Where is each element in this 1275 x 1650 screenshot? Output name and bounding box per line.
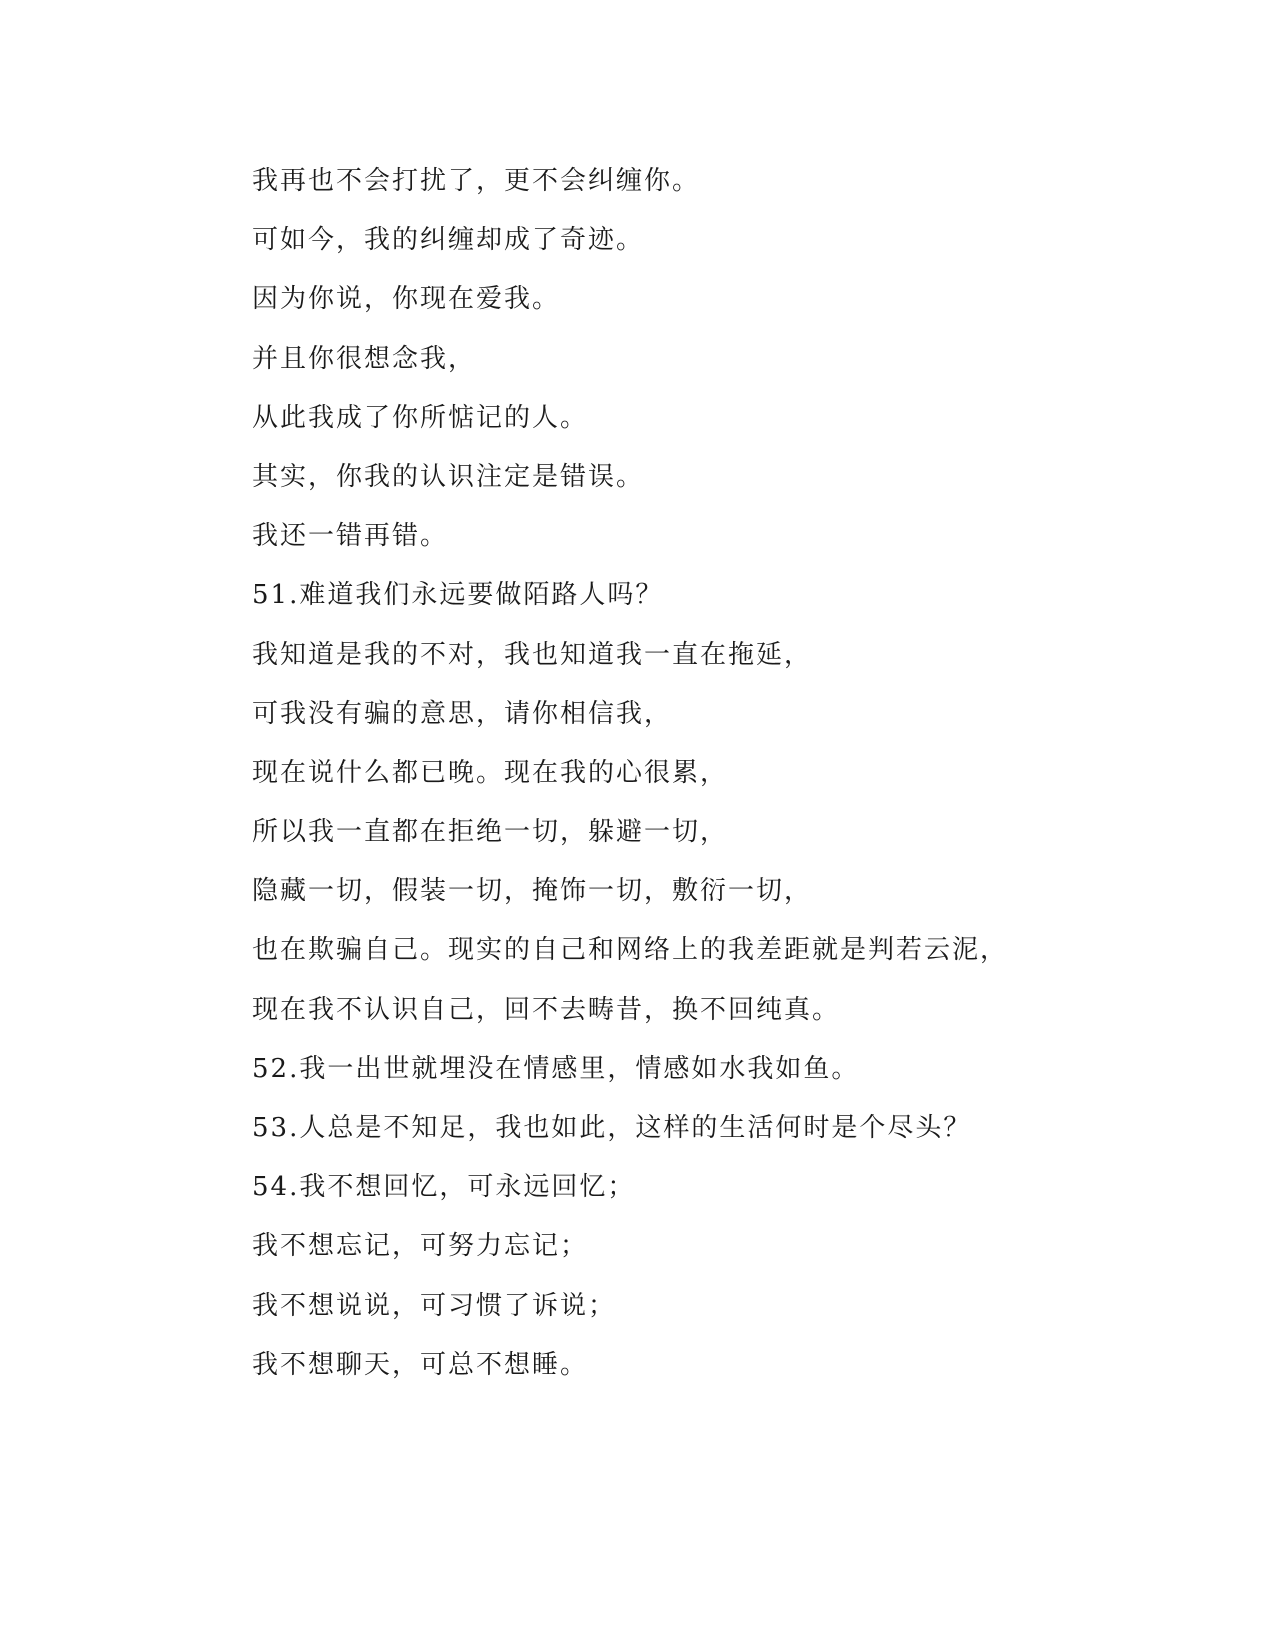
text-line: 也在欺骗自己。现实的自己和网络上的我差距就是判若云泥， <box>252 935 1009 966</box>
numbered-item-52: 52.我一出世就埋没在情感里，情感如水我如鱼。 <box>252 1053 860 1084</box>
text-line: 所以我一直都在拒绝一切，躲避一切， <box>252 817 729 848</box>
document-body <box>252 152 1152 1395</box>
text-line: 我还一错再错。 <box>252 521 449 552</box>
text-line: 我不想说说，可习惯了诉说； <box>252 1290 617 1321</box>
text-line: 从此我成了你所惦记的人。 <box>252 402 589 433</box>
text-line: 现在我不认识自己，回不去畴昔，换不回纯真。 <box>252 994 841 1025</box>
numbered-item-54: 54.我不想回忆，可永远回忆； <box>252 1172 636 1203</box>
text-line: 因为你说，你现在爱我。 <box>252 284 561 315</box>
text-line: 可我没有骗的意思，请你相信我， <box>252 698 673 729</box>
numbered-item-51: 51.难道我们永远要做陌路人吗？ <box>252 580 664 611</box>
text-line: 并且你很想念我， <box>252 343 477 374</box>
numbered-item-53: 53.人总是不知足，我也如此，这样的生活何时是个尽头？ <box>252 1113 972 1143</box>
text-line: 可如今，我的纠缠却成了奇迹。 <box>252 225 645 256</box>
text-line: 我不想忘记，可努力忘记； <box>252 1231 589 1262</box>
text-line: 我再也不会打扰了，更不会纠缠你。 <box>252 166 701 196</box>
text-line: 现在说什么都已晚。现在我的心很累， <box>252 757 729 788</box>
text-line: 我不想聊天，可总不想睡。 <box>252 1349 589 1380</box>
text-line: 其实，你我的认识注定是错误。 <box>252 461 645 492</box>
text-line: 隐藏一切，假装一切，掩饰一切，敷衍一切， <box>252 876 813 907</box>
text-line: 我知道是我的不对，我也知道我一直在拖延， <box>252 639 813 670</box>
